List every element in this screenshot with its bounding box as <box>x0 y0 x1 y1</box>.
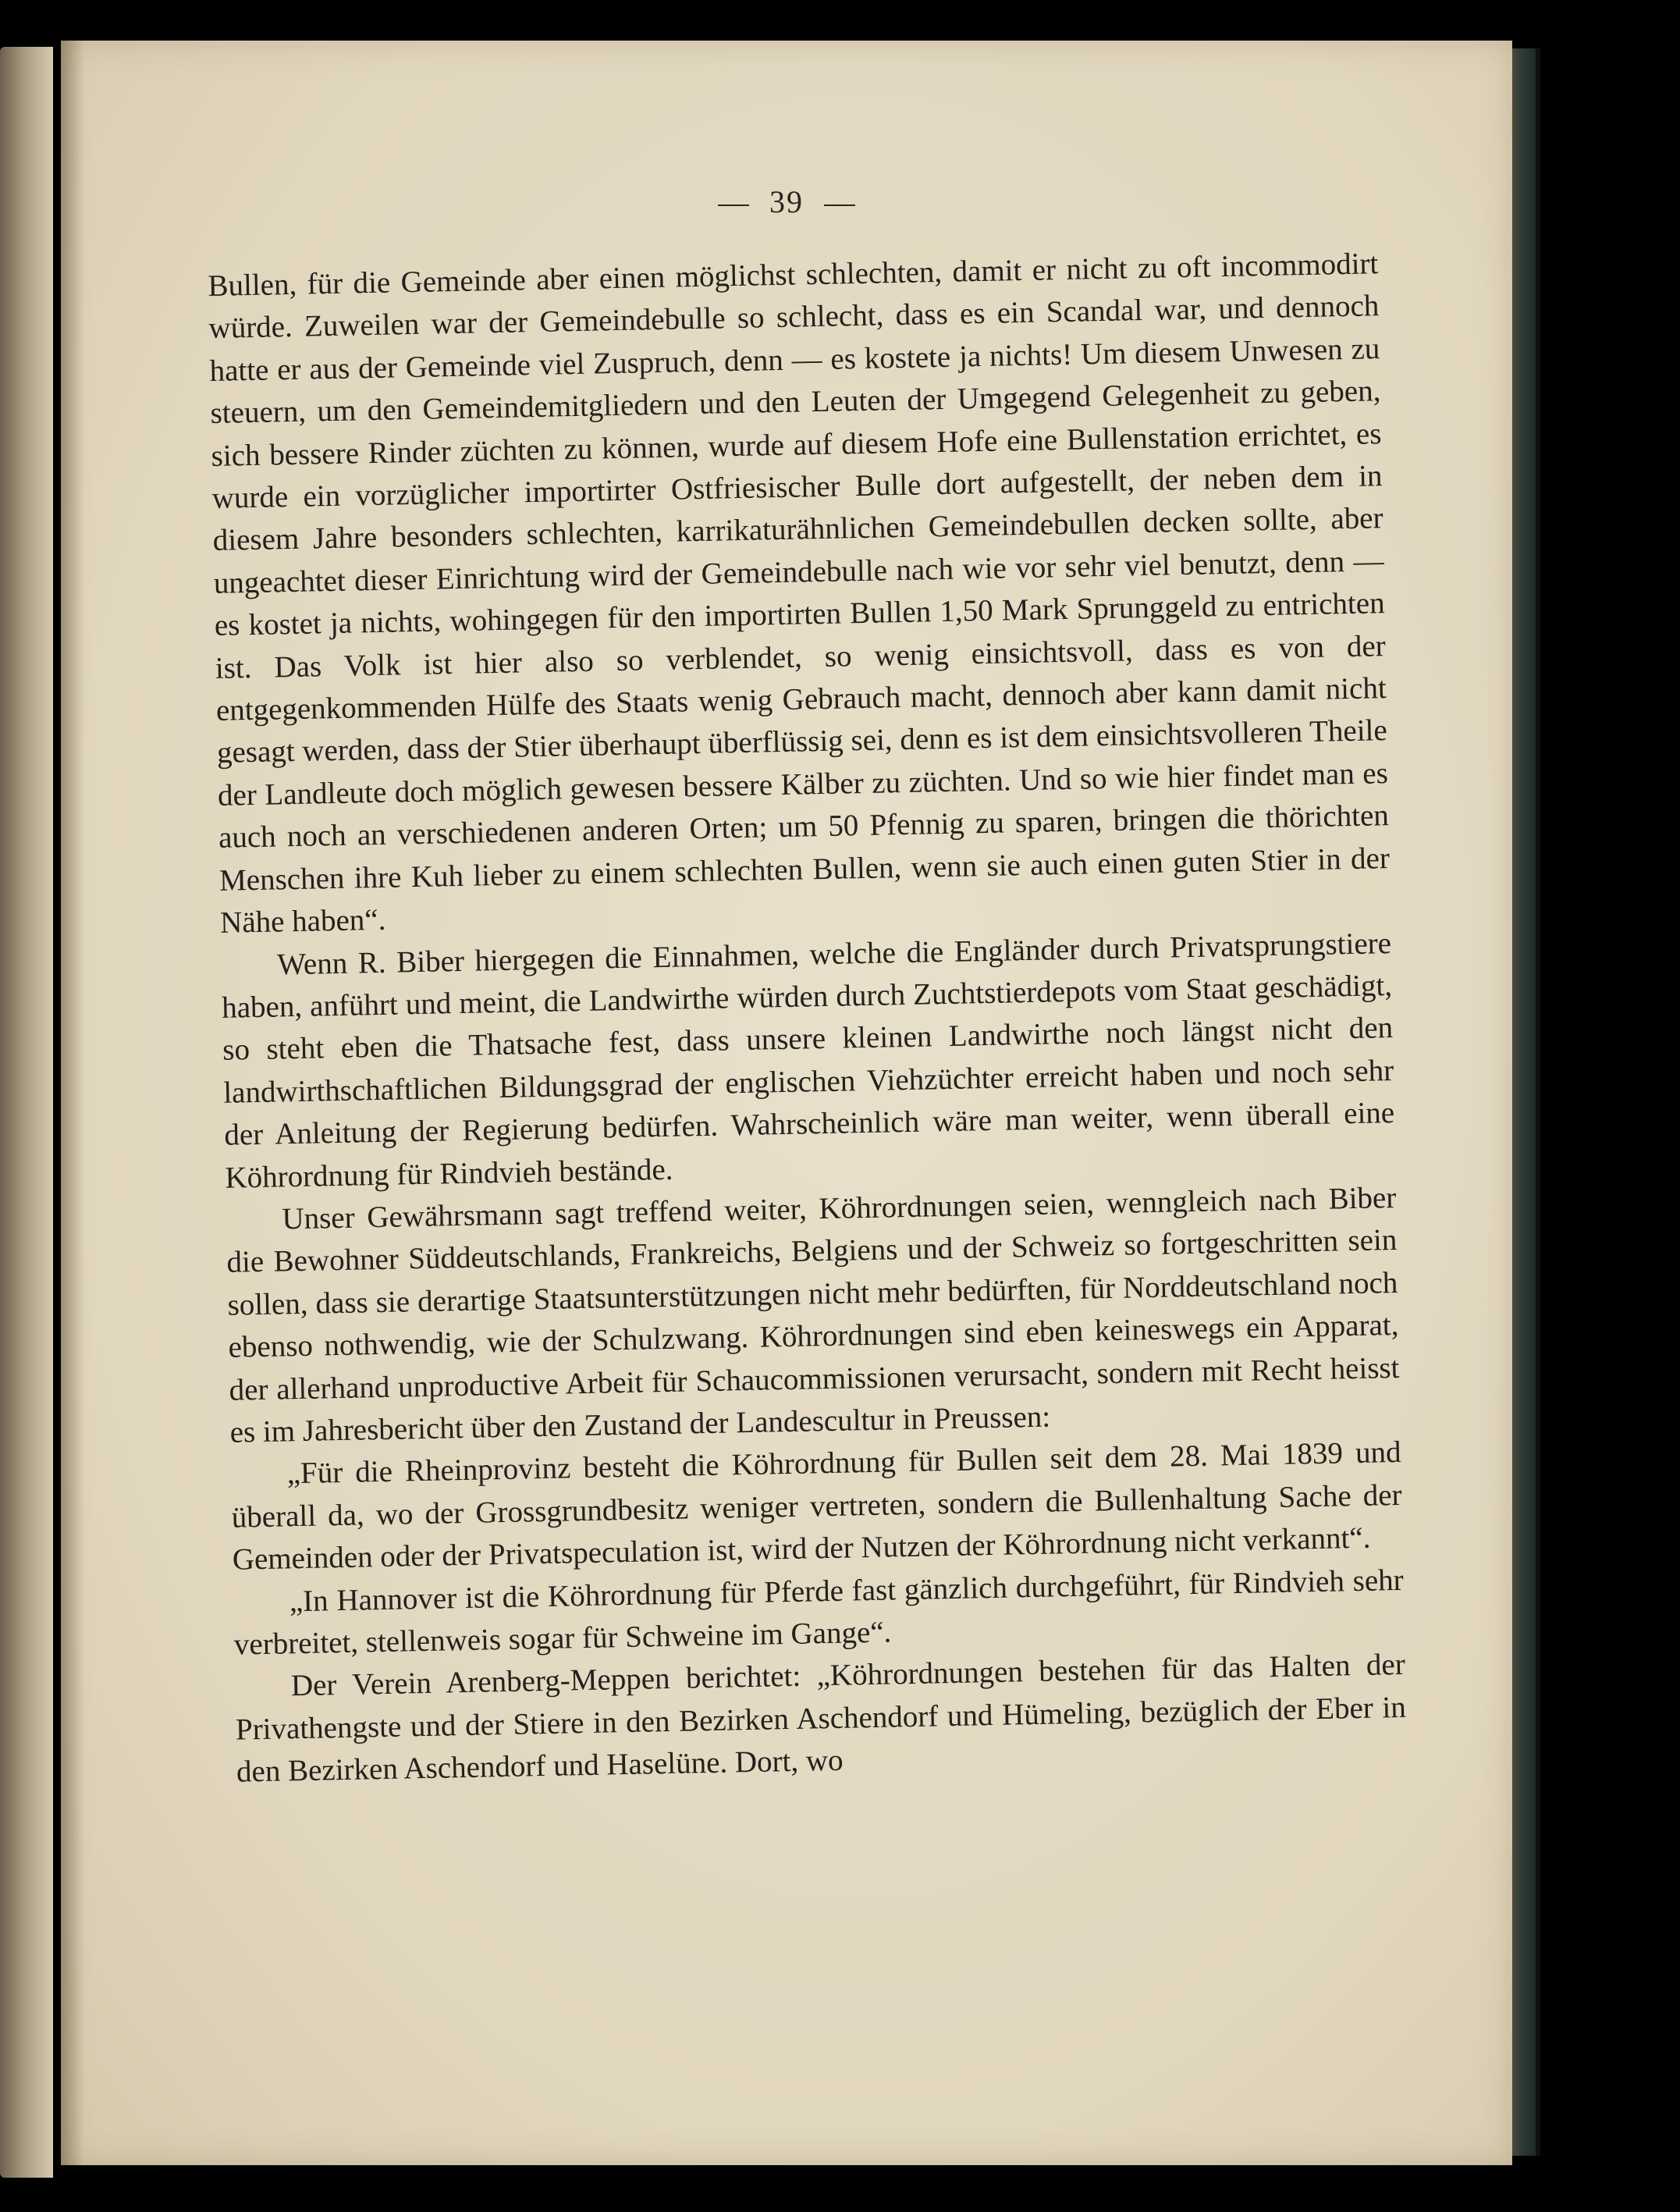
page-number-value: 39 <box>769 184 804 219</box>
body-text <box>208 243 1407 1794</box>
page-gutter-shadow <box>61 41 84 2165</box>
paragraph-1: Bullen, für die Gemeinde aber einen möglichst schlechten, damit er nicht zu oft incommodirt würde. Zuweilen war der Gemeindebulle so schlecht, dass es ein Scandal war, und dennoch hatte er aus der Gemeinde viel Zuspruch, denn — es kostete ja nichts! Um diesem Unwesen zu steuern, um den Gemeindemitgliedern und den Leuten der Umgegend Gelegenheit zu geben, sich bessere Rinder züchten zu können, wurde auf diesem Hofe eine Bullenstation errichtet, es wurde ein vorzüglicher importirter Ostfriesischer Bulle dort aufgestellt, der neben dem in diesem Jahre besonders schlechten, karrikaturähnlichen Gemeindebullen decken sollte, aber ungeachtet dieser Einrichtung wird der Gemeindebulle nach wie vor sehr viel benutzt, denn — es kostet ja nichts, wohingegen für den importirten Bullen 1,50 Mark Sprunggeld zu entrichten ist. Das Volk ist hier also so verblendet, so wenig einsichtsvoll, dass es von der entgegenkommenden Hülfe des Staats wenig Gebrauch macht, dennoch aber kann damit nicht gesagt werden, dass der Stier überhaupt überflüssig sei, denn es ist dem einsichtsvolleren Theile der Landleute doch möglich gewesen bessere Kälber zu züchten. Und so wie hier findet man es auch noch an verschiedenen anderen Orten; um 50 Pfennig zu sparen, bringen die thörichten Menschen ihre Kuh lieber zu einem schlechten Bullen, wenn sie auch einen guten Stier in der Nähe haben“. <box>208 247 1391 940</box>
book-cover-edge <box>1512 48 1536 2156</box>
paragraph-3: Unser Gewährsmann sagt treffend weiter, Köhrordnungen seien, wenngleich nach Biber die Bewohner Süddeutschlands, Frankreichs, Belgiens und der Schweiz so fortgeschritten sein sollen, dass sie derartige Staatsunterstützungen nicht mehr bedürften, für Norddeutschland noch ebenso nothwendig, wie der Schulzwang. Köhrordnungen sind eben keineswegs ein Apparat, der allerhand unproductive Arbeit für Schaucommissionen verursacht, sondern mit Recht heisst es im Jahresbericht über den Zustand der Landescultur in Preussen: <box>226 1180 1400 1449</box>
page-number-dash-right <box>824 204 855 206</box>
paragraph-5: „In Hannover ist die Köhrordnung für Pferde fast gänzlich durchgeführt, für Rindvieh sehr verbreitet, stellenweis sogar für Schweine im Gange“. <box>233 1563 1405 1662</box>
paragraph-6: Der Verein Arenberg-Meppen berichtet: „Köhrordnungen bestehen für das Halten der Privathengste und der Stiere in den Bezirken Aschendorf und Hümeling, bezüglich der Eber in den Bezirken Aschendorf und Haselüne. Dort, wo <box>235 1648 1407 1789</box>
adjacent-page-edge <box>0 47 53 2178</box>
page-number-dash-left <box>718 204 749 206</box>
page-number <box>61 183 1512 220</box>
paragraph-2: Wenn R. Biber hiergegen die Einnahmen, welche die Engländer durch Privatsprungstiere haben, anführt und meint, die Landwirthe würden durch Zuchtstierdepots vom Staat geschädigt, so steht eben die Thatsache fest, dass unsere kleinen Landwirthe noch längst nicht den landwirthschaftlichen Bildungsgrad der englischen Viehzüchter erreicht haben und noch sehr der Anleitung der Regierung bedürfen. Wahrscheinlich wäre man weiter, wenn überall eine Köhrordnung für Rindvieh bestände. <box>221 926 1395 1195</box>
book-page <box>61 41 1512 2165</box>
paragraph-4: „Für die Rheinprovinz besteht die Köhrordnung für Bullen seit dem 28. Mai 1839 und überall da, wo der Grossgrundbesitz weniger vertreten, sondern die Bullenhaltung Sache der Gemeinden oder der Privatspeculation ist, wird der Nutzen der Köhrordnung nicht verkannt“. <box>231 1435 1402 1577</box>
